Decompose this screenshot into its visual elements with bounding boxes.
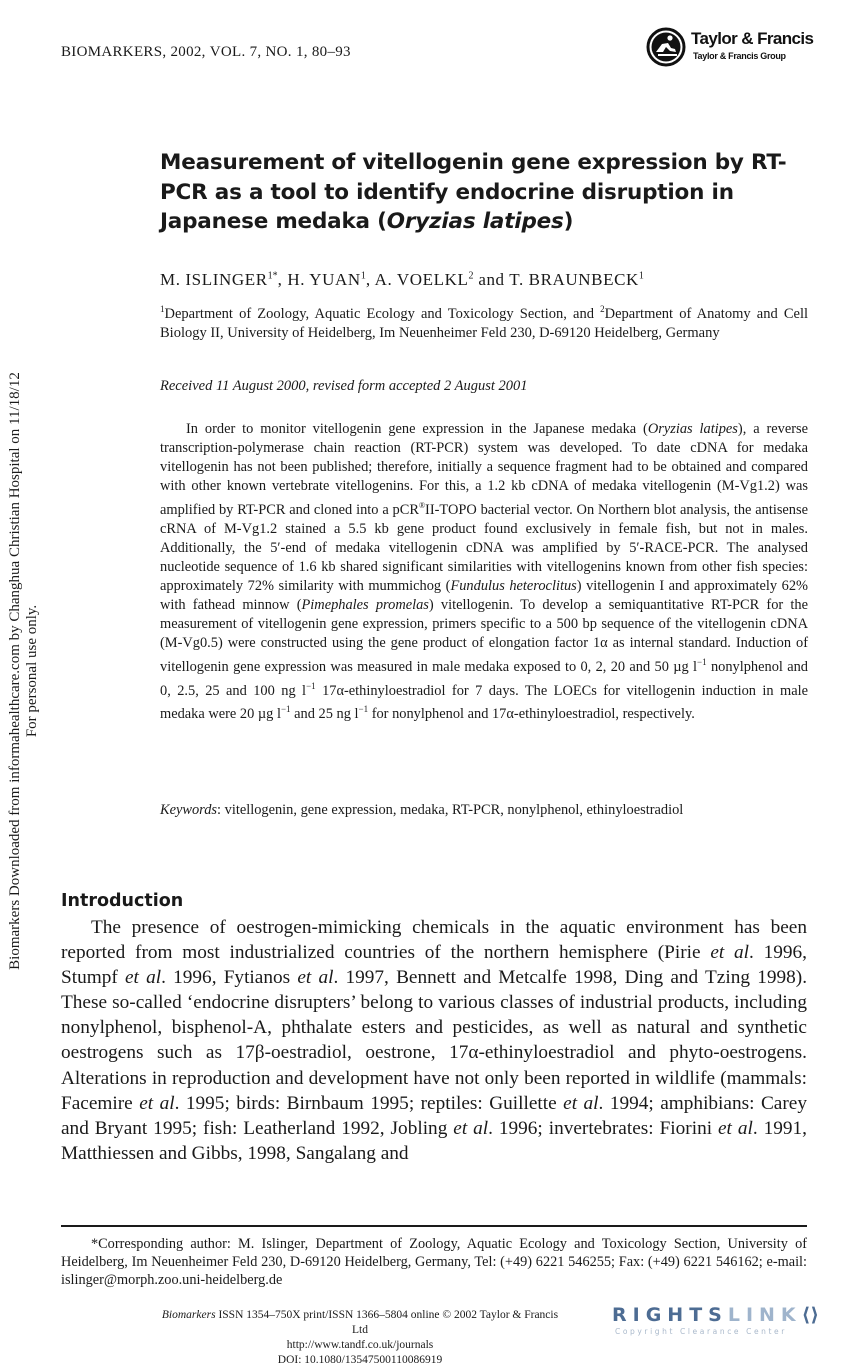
download-stamp (0, 0, 60, 1369)
keywords-label: Keywords (160, 802, 218, 818)
section-heading: Introduction (61, 891, 184, 911)
author: H. YUAN (287, 270, 361, 289)
journal-name: BIOMARKERS (61, 44, 163, 60)
rightslink-badge[interactable]: RIGHTSLINK⟨⟩ Copyright Clearance Center (612, 1304, 820, 1336)
journal-year: 2002, (170, 44, 206, 60)
issue-label: NO. (265, 44, 292, 60)
journal-url[interactable]: http://www.tandf.co.uk/journals (286, 1339, 434, 1351)
chevron-icon: ⟨⟩ (801, 1304, 820, 1326)
author: M. ISLINGER (160, 270, 268, 289)
author: T. BRAUNBECK (509, 270, 639, 289)
publisher-logo (646, 27, 816, 67)
running-head: BIOMARKERS, 2002, VOL. 7, NO. 1, 80–93 (61, 44, 351, 60)
author-list: M. $ISLINGER^{1*}$, H. YUAN$^1$, A. VOELKL$^2$ and T. BRAUNBECK$^1$ (160, 270, 644, 289)
publisher-name: Taylor & Francis (691, 29, 814, 48)
issue-number: 1, (295, 44, 308, 60)
volume-label: VOL. (209, 44, 246, 60)
author: A. VOELKL (374, 270, 469, 289)
footnote-divider (61, 1225, 807, 1227)
download-stamp-line: Biomarkers Downloaded from informahealthcare.com by Changhua Christian Hospital on 11/18/12 (7, 372, 23, 970)
title-species: Oryzias latipes (386, 209, 564, 234)
reader-on-chair-logo-icon (646, 27, 688, 67)
introduction-paragraph: The presence of oestrogen-mimicking chemicals in the aquatic environment has been reported from most industrialized countries of the northern hemisphere (Pirie et al. 1996, Stumpf et al. 1996, Fytianos et al. 1997, Bennett and Metcalfe 1998, Ding and Tzing 1998). These so-called ‘endocrine disrupters’ belong to various classes of industrial products, including nonylphenol, bisphenol-A, phthalate esters and pesticides, as well as natural and synthetic oestrogens such as 17β-oestradiol, oestrone, 17α-ethinyloestradiol and phyto-oestrogens. Alterations in reproduction and development have not only been reported in wildlife (mammals: Facemire et al. 1995; birds: Birnbaum 1995; reptiles: Guillette et al. 1994; amphibians: Carey and Bryant 1995; fish: Leatherland 1992, Jobling et al. 1996; invertebrates: Fiorini et al. 1991, Matthiessen and Gibbs, 1998, Sangalang and (61, 917, 808, 1164)
abstract: In order to monitor vitellogenin gene expression in the Japanese medaka (Oryzias latipes), a reverse transcription-polymerase chain reaction (RT-PCR) system was developed. To date cDNA for medaka vitellogenin has not been published; therefore, initially a sequence fragment had to be obtained and compared with other known vertebrate vitellogenins. For this, a 1.2 kb cDNA of medaka vitellogenin (M-Vg1.2) was amplified by RT-PCR and cloned into a pCR®II-TOPO bacterial vector. On Northern blot analysis, the antisense cRNA of M-Vg1.2 stained a 5.5 kb gene product found exclusively in female fish, but not in males. Additionally, the 5′-end of medaka vitellogenin cDNA was amplified by 5′-RACE-PCR. The analysed nucleotide sequence of 1.6 kb shared significant similarities with vitellogenins known from other fish species: approximately 72% similarity with mummichog (Fundulus heteroclitus) vitellogenin I and approximately 62% with fathead minnow (Pimephales promelas) vitellogenin. To develop a semiquantitative RT-PCR for the measurement of vitellogenin gene expression, primers specific to a 500 bp sequence of the vitellogenin cDNA (M-Vg0.5) were constructed using the gene product of elongation factor 1α as internal standard. Induction of vitellogenin gene expression was measured in male medaka exposed to 0, 2, 20 and 50 µg $l^{-1}$ nonylphenol and 0, 2.5, 25 and 100 ng $l^{-1}$ 17α-ethinyloestradiol for 7 days. The LOECs for vitellogenin induction in male medaka were 20 µg $l^{-1}$ and 25 ng $l^{-1}$ for nonylphenol and 17α-ethinyloestradiol, respectively. (160, 421, 809, 723)
publisher-group: Taylor & Francis Group (693, 51, 786, 61)
received-dates: Received 11 August 2000, revised form accepted 2 August 2001 (160, 378, 528, 394)
article-title: Measurement of vitellogenin gene expression by RT-PCR as a tool to identify endocrine disruption in Japanese medaka (Oryzias latipes) (160, 150, 787, 234)
doi: DOI: 10.1080/13547500110086919 (277, 1354, 443, 1366)
corresponding-author-footnote: *Corresponding author: M. Islinger, Department of Zoology, Aquatic Ecology and Toxicology Section, University of Heidelberg, Im Neuenheimer Feld 230, D-69120 Heidelberg, Germany, Tel: (+49) 6221 546255; Fax: (+49) 6221 546162; e-mail: islinger@morph.zoo.uni-heidelberg.de (61, 1236, 807, 1288)
download-stamp-line: For personal use only. (24, 604, 40, 738)
keywords: Keywords: vitellogenin, gene expression, medaka, RT-PCR, nonylphenol, ethinyloestradiol (160, 802, 684, 818)
publication-info: Biomarkers ISSN 1354–750X print/ISSN 1366–5804 online © 2002 Taylor & Francis Ltd http://www.tandf.co.uk/journals DOI: 10.1080/13547500110086919 (161, 1309, 559, 1366)
page-range: 80–93 (311, 44, 351, 60)
affiliation: $^1$Department of Zoology, Aquatic Ecology and Toxicology Section, and $^2$Department of Anatomy and Cell Biology II, University of Heidelberg, Im Neuenheimer Feld 230, D-69120 Heidelberg, Germany (160, 304, 809, 342)
volume-number: 7, (249, 44, 262, 60)
